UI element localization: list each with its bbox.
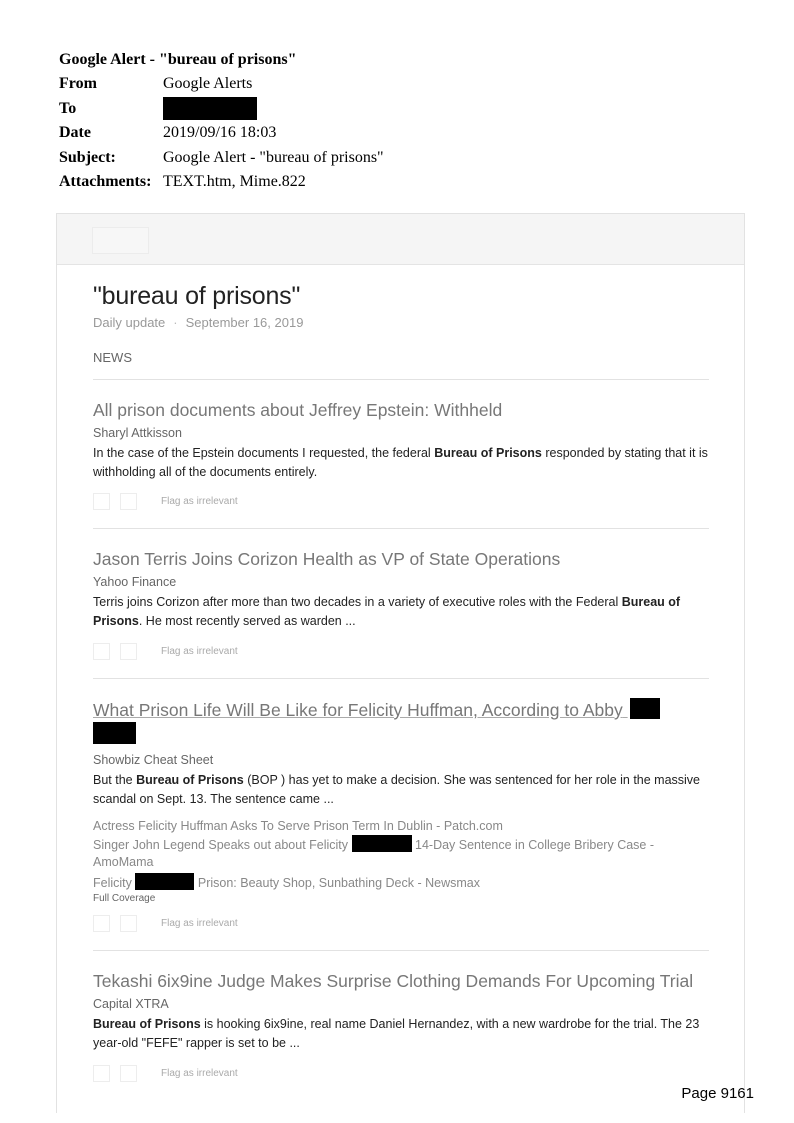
article-snippet <box>93 771 713 809</box>
subject-label: Subject: <box>59 148 116 166</box>
article-source: Showbiz Cheat Sheet <box>93 753 214 767</box>
redaction-box <box>163 97 257 120</box>
article-item <box>93 399 713 482</box>
alert-header-bar <box>57 214 744 265</box>
to-row <box>59 98 384 123</box>
article-snippet <box>93 1015 713 1053</box>
article-actions <box>93 1062 238 1084</box>
related-text: 14-Day Sentence in College Bribery Case - AmoMama <box>93 838 655 869</box>
subject-value: Google Alert - "bureau of prisons" <box>163 148 384 166</box>
article-actions <box>93 640 238 662</box>
related-text: Prison: Beauty Shop, Sunbathing Deck - Newsmax <box>197 876 480 890</box>
full-coverage-link[interactable]: Full Coverage <box>93 893 156 904</box>
section-label: NEWS <box>93 350 132 365</box>
to-label: To <box>59 99 77 117</box>
thumbs-up-icon[interactable] <box>93 493 110 510</box>
snippet-text: is hooking 6ix9ine, real name Daniel Hernandez, with a new wardrobe for the trial. The 23 year-old "FEFE" rapper is set to be ... <box>93 1017 700 1050</box>
from-value: Google Alerts <box>163 75 253 92</box>
snippet-text: . He most recently served as warden ... <box>138 614 356 628</box>
email-title: Google Alert - "bureau of prisons" <box>59 51 297 68</box>
related-link[interactable] <box>93 835 713 871</box>
article-snippet <box>93 444 713 482</box>
thumbs-up-icon[interactable] <box>93 643 110 660</box>
article-title-link[interactable]: Tekashi 6ix9ine Judge Makes Surprise Clothing Demands For Upcoming Trial <box>93 971 694 991</box>
snippet-text: In the case of the Epstein documents I requested, the federal <box>93 446 435 460</box>
article-actions <box>93 490 238 512</box>
google-logo-placeholder <box>92 227 149 254</box>
to-value <box>163 98 257 123</box>
date-label: Date <box>59 124 91 141</box>
attachments-row <box>59 171 384 196</box>
related-link[interactable]: Actress Felicity Huffman Asks To Serve Prison Term In Dublin - Patch.com <box>93 819 503 833</box>
article-actions <box>93 912 238 934</box>
thumbs-down-icon[interactable] <box>120 1065 137 1082</box>
divider <box>93 379 709 380</box>
article-item <box>93 548 713 631</box>
article-item <box>93 970 713 1053</box>
article-item <box>93 698 713 904</box>
alert-meta <box>93 315 303 330</box>
article-source: Capital XTRA <box>93 997 169 1011</box>
divider <box>93 950 709 951</box>
flag-irrelevant-link[interactable]: Flag as irrelevant <box>161 645 238 657</box>
snippet-text: But the <box>93 773 137 787</box>
page-number: Page 9161 <box>681 1085 754 1102</box>
snippet-highlight: Bureau of Prisons <box>93 1017 201 1031</box>
subject-row <box>59 147 384 172</box>
divider <box>93 528 709 529</box>
related-text: Felicity <box>93 876 132 890</box>
article-source: Sharyl Attkisson <box>93 426 182 440</box>
email-header <box>59 49 384 196</box>
alert-query: "bureau of prisons" <box>93 282 301 310</box>
redaction-box <box>93 722 136 744</box>
flag-irrelevant-link[interactable]: Flag as irrelevant <box>161 917 238 929</box>
thumbs-up-icon[interactable] <box>93 915 110 932</box>
redaction-box <box>135 873 194 890</box>
snippet-text: (BOP ) has yet to make a decision. She was sentenced for her role in the massive scandal on Sept. 13. The sentence came ... <box>93 773 701 806</box>
related-text: Singer John Legend Speaks out about Felicity <box>93 838 349 852</box>
attachments-label: Attachments: <box>59 173 152 190</box>
flag-irrelevant-link[interactable]: Flag as irrelevant <box>161 495 238 507</box>
thumbs-down-icon[interactable] <box>120 493 137 510</box>
alert-card <box>56 213 745 1113</box>
article-title-link[interactable]: All prison documents about Jeffrey Epstein: Withheld <box>93 400 503 420</box>
snippet-highlight: Bureau of Prisons <box>434 446 542 460</box>
date-row <box>59 122 384 147</box>
snippet-highlight: Bureau of Prisons <box>93 595 681 628</box>
flag-irrelevant-link[interactable]: Flag as irrelevant <box>161 1067 238 1079</box>
redaction-box <box>352 835 412 852</box>
related-link[interactable] <box>93 873 713 892</box>
divider <box>93 678 709 679</box>
snippet-text: responded by stating that it is withholding all of the documents entirely. <box>93 446 708 479</box>
alert-frequency: Daily update <box>93 315 166 330</box>
attachments-value: TEXT.htm, Mime.822 <box>163 173 306 190</box>
article-title-text: What Prison Life Will Be Like for Felicity Huffman, According to Abby <box>93 700 623 720</box>
snippet-text: Terris joins Corizon after more than two decades in a variety of executive roles with the Federal <box>93 595 622 609</box>
alert-date: September 16, 2019 <box>185 315 304 330</box>
thumbs-down-icon[interactable] <box>120 915 137 932</box>
separator-dot: · <box>173 315 178 330</box>
snippet-highlight: Bureau of Prisons <box>136 773 244 787</box>
thumbs-up-icon[interactable] <box>93 1065 110 1082</box>
article-title-link[interactable]: Jason Terris Joins Corizon Health as VP of State Operations <box>93 549 561 569</box>
from-label: From <box>59 75 97 92</box>
article-source: Yahoo Finance <box>93 575 177 589</box>
redaction-box <box>630 698 660 719</box>
article-title-link[interactable] <box>93 698 713 746</box>
thumbs-down-icon[interactable] <box>120 643 137 660</box>
from-row <box>59 73 384 98</box>
date-value: 2019/09/16 18:03 <box>163 124 277 141</box>
related-articles <box>93 818 713 892</box>
article-snippet <box>93 593 713 631</box>
